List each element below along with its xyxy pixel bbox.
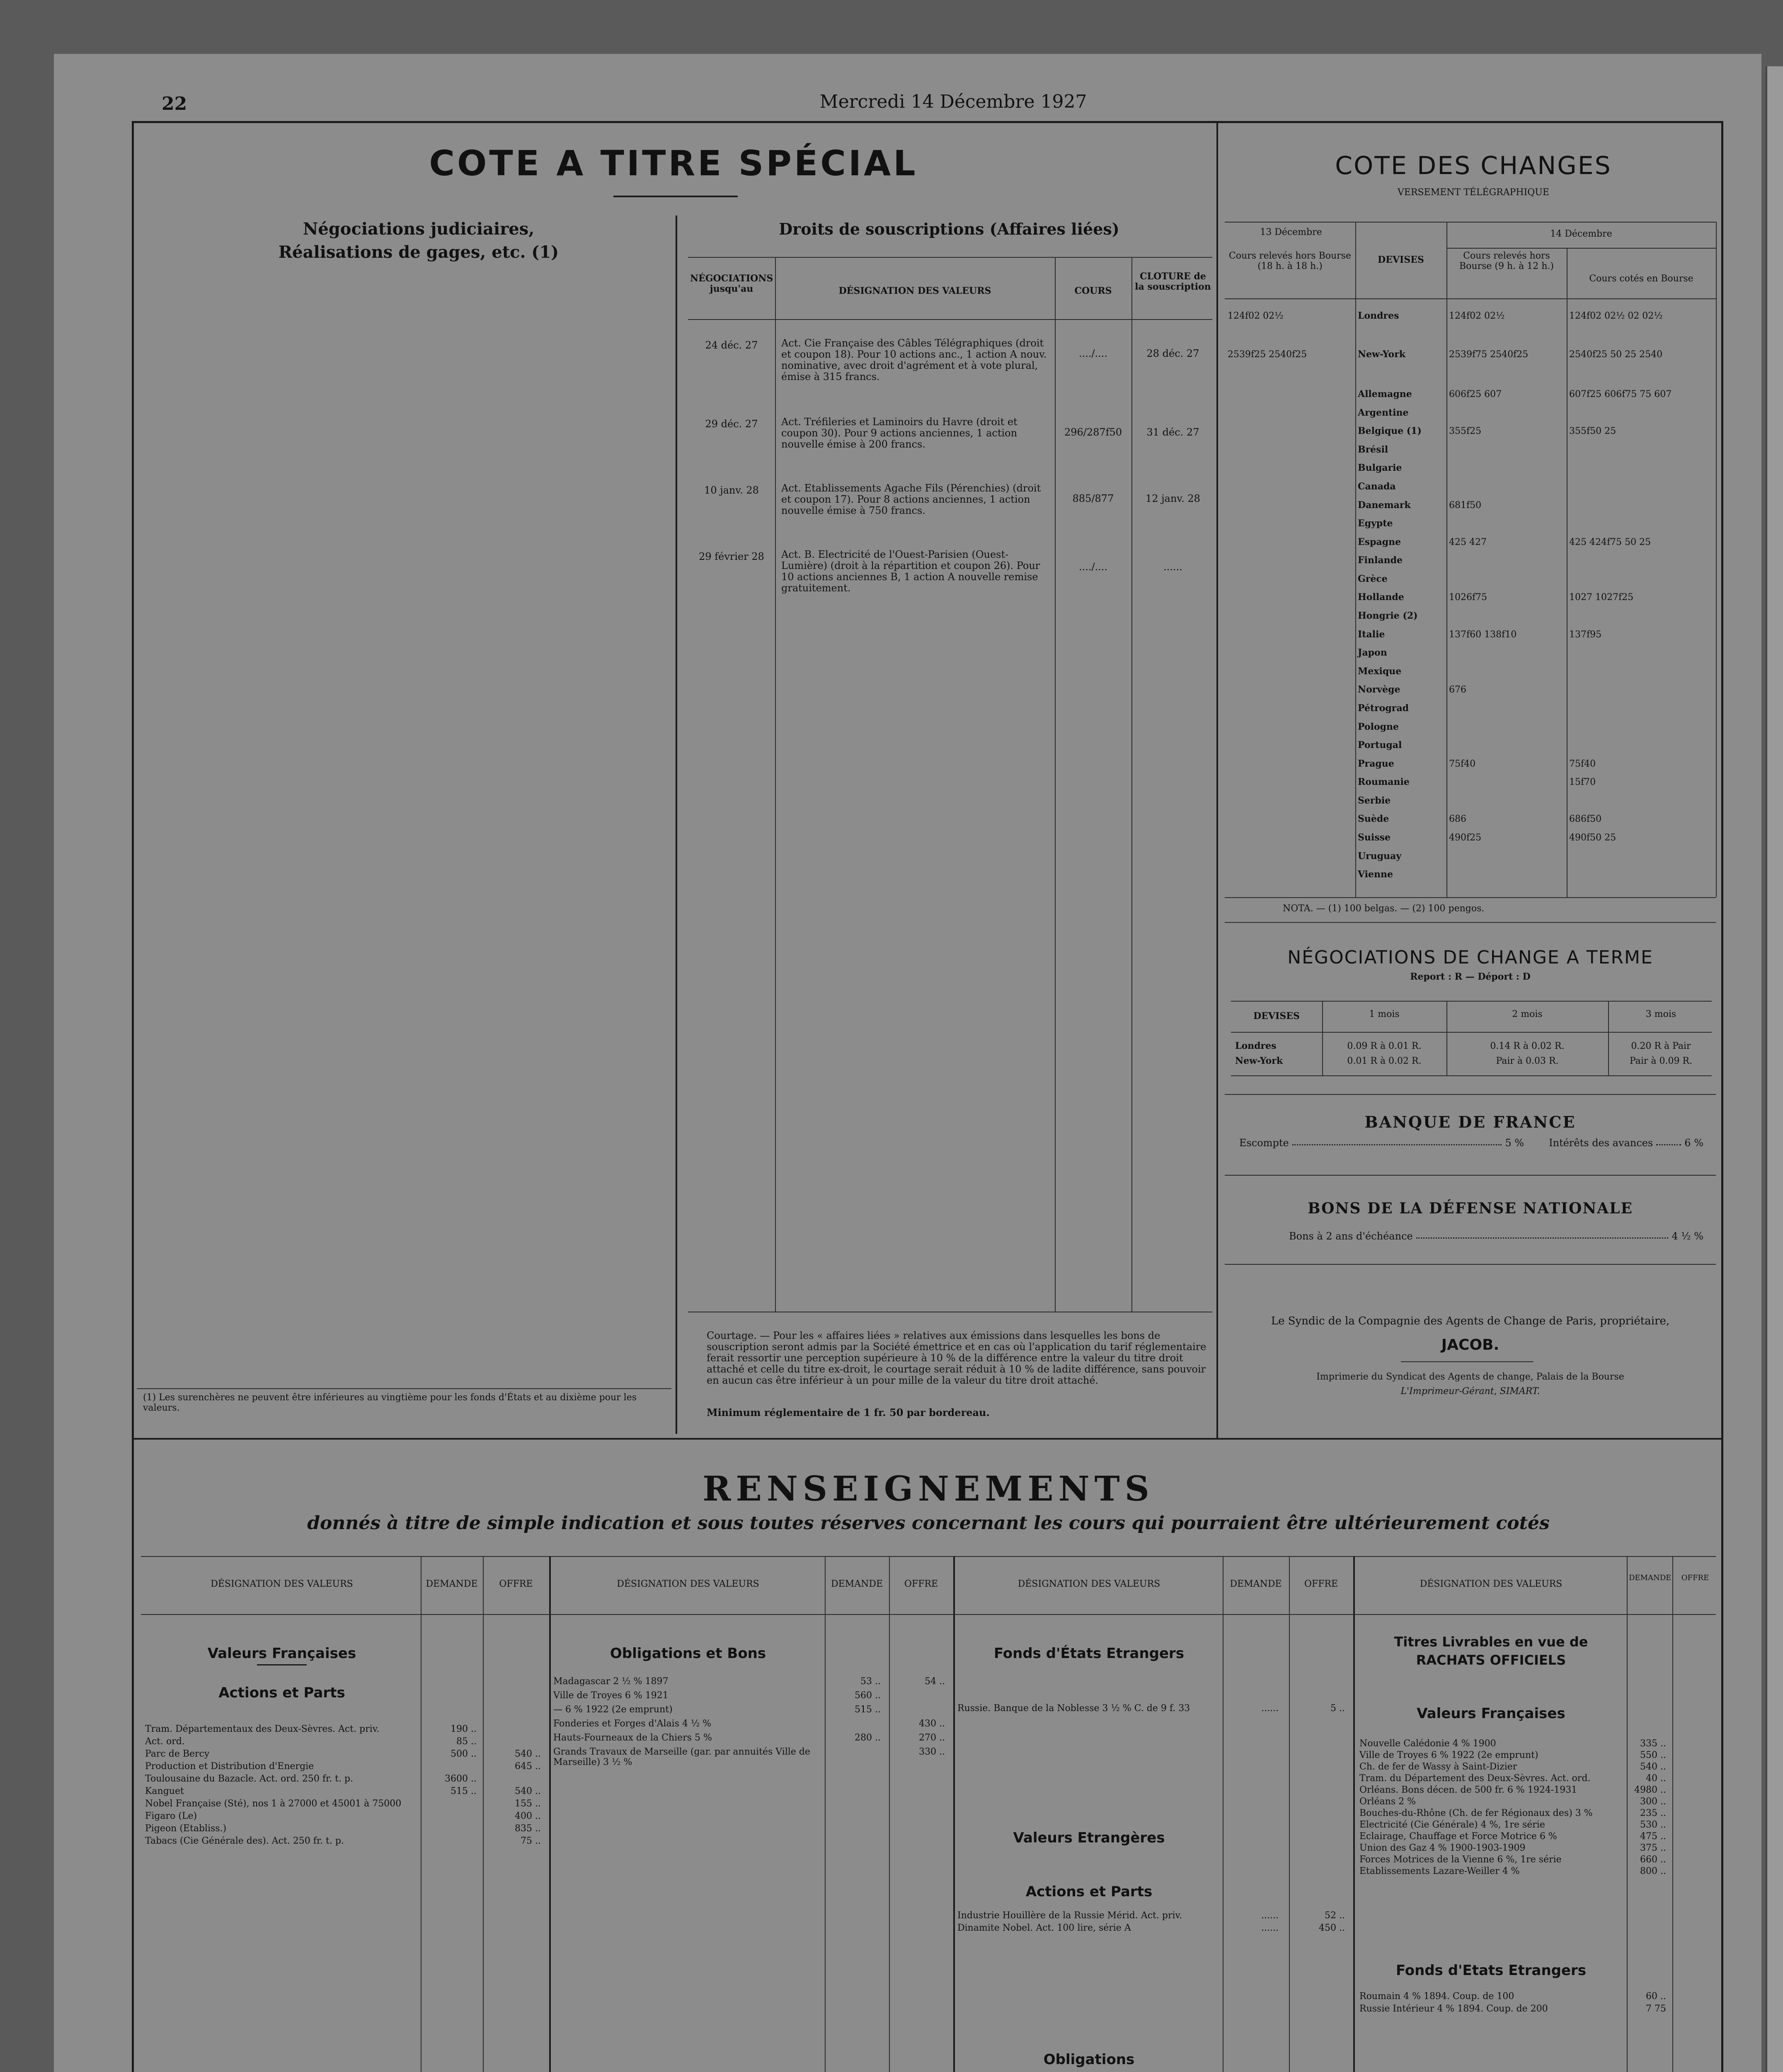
rens-col-divider-3 [1353,1556,1355,2072]
rens-row-name: Hauts-Fourneaux de la Chiers 5 % [553,1733,712,1743]
droits-row-date: 24 déc. 27 [705,339,758,351]
change-devise: Bulgarie [1358,462,1402,473]
change-devise: Grèce [1358,574,1388,584]
syndic-name: JACOB. [1441,1336,1500,1353]
change-hors: 686 [1449,814,1466,824]
change-hors: 681f50 [1449,500,1482,511]
renseignements-title: RENSEIGNEMENTS [703,1469,1154,1509]
section-divider [133,1438,1722,1440]
bons-title: BONS DE LA DÉFENSE NATIONALE [1308,1200,1633,1217]
changes-date-rule [1446,248,1716,249]
rens-row-name: Parc de Bercy [145,1749,210,1759]
changes-col-hors: Cours relevés hors Bourse (9 h. à 12 h.) [1459,251,1554,271]
rens-c4-h0-line1: Titres Livrables en vue de [1394,1634,1588,1650]
syndic-line: Le Syndic de la Compagnie des Agents de Change de Paris, propriétaire, [1271,1315,1670,1327]
droits-divider-1 [775,257,776,1312]
terme-2mois: 0.14 R à 0.02 R. [1490,1041,1565,1051]
changes-subtitle: VERSEMENT TÉLÉGRAPHIQUE [1398,187,1549,198]
next-page-edge [1766,66,1783,2072]
terme-h-1mois: 1 mois [1369,1009,1400,1019]
change-devise: Belgique (1) [1358,426,1422,436]
rens-sub-divider [889,1556,890,2072]
cote-special-title: COTE A TITRE SPÉCIAL [429,143,918,184]
rens-row-demande: 53 .. [860,1676,881,1687]
rens-h-offre: OFFRE [499,1579,533,1589]
change-bourse: 15f70 [1569,777,1596,787]
droits-row-cloture: 12 janv. 28 [1146,493,1200,504]
terme-h-devises: DEVISES [1253,1011,1300,1021]
rens-row-name: Etablissements Lazare-Weiller 4 % [1359,1866,1520,1876]
changes-div-1 [1355,222,1356,897]
rens-row-name: Nouvelle Calédonie 4 % 1900 [1359,1738,1496,1749]
rens-row-name: Eclairage, Chauffage et Force Motrice 6 % [1359,1831,1557,1842]
rens-row-name: Figaro (Le) [145,1811,197,1821]
change-hors: 490f25 [1449,833,1482,843]
rens-sub-divider [1672,1556,1673,2072]
title-rule [613,196,738,197]
rens-row-offre: 155 .. [515,1798,541,1809]
change-devise: Hongrie (2) [1358,610,1418,621]
changes-divider [1216,123,1218,1438]
droits-minimum: Minimum réglementaire de 1 fr. 50 par bordereau. [707,1406,990,1418]
terme-div-1 [1322,1001,1323,1075]
rens-row-name: Production et Distribution d'Energie [145,1761,314,1772]
rens-row-name: Dinamite Nobel. Act. 100 lire, série A [957,1923,1131,1933]
rens-h-designation: DÉSIGNATION DES VALEURS [1420,1579,1563,1589]
left-heading-line-2: Réalisations de gages, etc. (1) [278,242,559,262]
change-bourse: 607f25 606f75 75 607 [1569,389,1672,399]
change-devise: Hollande [1358,592,1404,603]
rens-row-name: Kanguet [145,1786,184,1796]
change-hors: 75f40 [1449,759,1476,769]
banque-title: BANQUE DE FRANCE [1364,1113,1576,1131]
rens-row-offre: 270 .. [919,1733,945,1743]
rens-header-bottom [141,1614,1716,1615]
changes-table-top [1225,222,1716,223]
rens-row-demande: 375 .. [1640,1843,1666,1853]
droits-table-top [688,257,1212,258]
rens-row-demande: 540 .. [1640,1762,1666,1772]
bons-value: 4 ½ % [1672,1230,1703,1242]
changes-div-2 [1446,222,1447,897]
page-number: 22 [162,93,187,114]
rens-row-name: Madagascar 2 ½ % 1897 [553,1676,669,1687]
rens-c4-h1: Valeurs Françaises [1417,1705,1565,1722]
change-devise: Argentine [1358,407,1409,418]
bons-bottom-rule [1225,1264,1716,1265]
droits-row-cloture: 31 déc. 27 [1146,426,1199,438]
rens-row-offre: 54 .. [925,1676,945,1687]
change-hors: 606f25 607 [1449,389,1502,399]
change-bourse: 686f50 [1569,814,1602,824]
droits-row-designation: Act. B. Electricité de l'Ouest-Parisien (Ouest-Lumière) (droit à la répartition et coupon 26). Pour 10 actions anciennes B, 1 action A nouvelle remise gratuitement. [781,549,1040,594]
droits-row-designation: Act. Cie Française des Câbles Télégraphiques (droit et coupon 18). Pour 10 actions anc., 1 action A nouv. nominative, avec droit d'agrément et à vote plural, émise à 315 francs. [781,337,1047,382]
footnote-rule [137,1388,671,1389]
droits-row-date: 29 déc. 27 [705,418,758,430]
rens-row-demande: 4980 .. [1634,1785,1666,1795]
rens-row-name: Orléans 2 % [1359,1796,1416,1807]
rens-h-demande: DEMANDE [831,1579,883,1589]
droits-h-designation: DÉSIGNATION DES VALEURS [838,286,991,296]
change-devise: Norvège [1358,684,1400,695]
rens-row-demande: 800 .. [1640,1866,1666,1876]
rens-row-demande: 475 .. [1640,1831,1666,1842]
change-devise: Pologne [1358,721,1399,732]
rens-h-demande: DEMANDE [1629,1573,1672,1582]
changes-col-devises: DEVISES [1378,254,1424,265]
change-devise: Espagne [1358,537,1401,547]
rens-row-name: Act. ord. [145,1736,185,1747]
terme-h-2mois: 2 mois [1512,1009,1543,1019]
rens-row-name: Electricité (Cie Générale) 4 %, 1re série [1359,1820,1545,1830]
change-devise: Londres [1358,310,1399,321]
rens-row-name: Grands Travaux de Marseille (gar. par annuités Ville de Marseille) 3 ½ % [553,1747,810,1767]
rens-sub-divider [483,1556,484,2072]
syndic-gerant: L'Imprimeur-Gérant, SIMART. [1400,1386,1540,1397]
rens-row-demande: 3600 .. [445,1774,477,1784]
bons-label: Bons à 2 ans d'échéance [1289,1230,1413,1242]
rens-row-demande: ...... [1261,1910,1279,1921]
changes-table-bottom [1225,897,1716,898]
rens-row-offre: 540 .. [515,1786,541,1796]
changes-title: COTE DES CHANGES [1335,151,1612,180]
rens-row-name: — 6 % 1922 (2e emprunt) [553,1704,673,1715]
rens-row-name: Russie. Banque de la Noblesse 3 ½ % C. de 9 f. 33 [957,1703,1190,1714]
terme-1mois: 0.01 R à 0.02 R. [1347,1056,1422,1066]
rens-row-demande: 300 .. [1640,1796,1666,1807]
banque-interets-label: Intérêts des avances [1549,1137,1653,1149]
droits-divider-3 [1131,257,1132,1312]
change-hors: 137f60 138f10 [1449,629,1517,640]
change-prev: 2539f25 2540f25 [1228,349,1307,360]
droits-row-cours: 885/877 [1072,493,1114,504]
rens-row-offre: 450 .. [1319,1923,1345,1933]
rens-row-offre: 52 .. [1325,1910,1345,1921]
change-hors: 2539f75 2540f25 [1449,349,1529,360]
change-devise: Danemark [1358,500,1411,511]
banque-top-rule [1225,1094,1716,1095]
droits-row-designation: Act. Tréfileries et Laminoirs du Havre (droit et coupon 30). Pour 9 actions anciennes, 1 action nouvelle émise à 200 francs. [781,416,1017,450]
rens-c4-h0-line2: RACHATS OFFICIELS [1416,1652,1566,1668]
rens-row-name: Nobel Française (Sté), nos 1 à 27000 et 45001 à 75000 [145,1798,402,1809]
rens-row-name: Russie Intérieur 4 % 1894. Coup. de 200 [1359,2004,1548,2014]
terme-devise: Londres [1235,1041,1277,1051]
left-footnote: (1) Les surenchères ne peuvent être inférieures au vingtième pour les fonds d'États et au dixième pour les valeurs. [143,1392,637,1413]
terme-table-top [1231,1001,1712,1002]
droits-row-cours: ..../.... [1078,561,1108,573]
banque-escompte-label: Escompte [1239,1137,1289,1149]
changes-date-prev: 13 Décembre [1260,227,1322,237]
terme-div-2 [1446,1001,1447,1075]
terme-top-rule [1225,922,1716,923]
rens-row-offre: 430 .. [919,1719,945,1729]
change-devise: Roumanie [1358,777,1410,787]
rens-row-name: Toulousaine du Bazacle. Act. ord. 250 fr. t. p. [145,1774,354,1784]
terme-devise: New-York [1235,1055,1283,1066]
rens-row-demande: 515 .. [451,1786,477,1796]
droits-row-designation: Act. Etablissements Agache Fils (Pérenchies) (droit et coupon 17). Pour 8 actions anciennes, 1 action nouvelle émise à 750 francs. [781,482,1041,516]
droits-row-cloture: ...... [1163,561,1182,573]
change-devise: Suisse [1358,832,1391,843]
change-devise: Canada [1358,481,1396,492]
change-devise: Pétrograd [1358,703,1409,714]
rens-row-name: Industrie Houillère de la Russie Mérid. Act. priv. [957,1910,1182,1921]
rens-row-name: Bouches-du-Rhône (Ch. de fer Régionaux des) 3 % [1359,1808,1593,1818]
change-hors: 355f25 [1449,426,1482,436]
rens-row-demande: 530 .. [1640,1820,1666,1830]
rens-row-demande: 60 .. [1646,1991,1666,2002]
change-prev: 124f02 02½ [1228,311,1284,321]
change-hors: 676 [1449,685,1466,695]
syndic-rule [1401,1361,1533,1362]
rens-row-demande: 335 .. [1640,1738,1666,1749]
rens-row-name: Roumain 4 % 1894. Coup. de 100 [1359,1991,1514,2002]
rens-h-designation: DÉSIGNATION DES VALEURS [211,1579,353,1589]
rens-row-name: Tabacs (Cie Générale des). Act. 250 fr. t. p. [145,1836,344,1846]
change-devise: Vienne [1358,869,1393,880]
rens-row-offre: 645 .. [515,1761,541,1772]
change-devise: Brésil [1358,444,1388,455]
change-devise: Italie [1358,629,1385,640]
rens-sub-divider [421,1556,422,2072]
change-bourse: 490f50 25 [1569,833,1616,843]
change-devise: New-York [1358,349,1406,360]
changes-nota: NOTA. — (1) 100 belgas. — (2) 100 pengos. [1283,903,1485,914]
renseignements-subtitle: donnés à titre de simple indication et sous toutes réserves concernant les cours qui pourraient être ultérieurement cotés [307,1513,1550,1534]
change-devise: Allemagne [1358,389,1412,399]
banque-row [1239,1138,1703,1149]
droits-row-cloture: 28 déc. 27 [1146,348,1199,359]
rens-c3-h2: Valeurs Etrangères [1013,1830,1165,1846]
rens-row-name: Ville de Troyes 6 % 1921 [553,1690,669,1701]
rens-c1-h2: Actions et Parts [218,1685,345,1701]
terme-title: NÉGOCIATIONS DE CHANGE A TERME [1287,947,1653,968]
terme-header-bottom [1231,1032,1712,1033]
change-bourse: 425 424f75 50 25 [1569,537,1651,547]
rens-row-name: Ville de Troyes 6 % 1922 (2e emprunt) [1359,1750,1538,1760]
rens-row-demande: 560 .. [855,1690,881,1701]
change-bourse: 2540f25 50 25 2540 [1569,349,1663,360]
rens-row-name: Forces Motrices de la Vienne 6 %, 1re série [1359,1854,1562,1865]
rens-row-demande: 515 .. [855,1704,881,1715]
banque-interets-value: 6 % [1684,1137,1703,1149]
rens-c4-h2: Fonds d'Etats Etrangers [1395,1962,1587,1979]
change-devise: Serbie [1358,795,1391,806]
droits-row-cours: 296/287f50 [1064,426,1122,438]
terme-2mois: Pair à 0.03 R. [1496,1056,1559,1066]
rens-row-demande: ...... [1261,1923,1279,1933]
page-date: Mercredi 14 Décembre 1927 [819,91,1087,112]
rens-c2-h1: Obligations et Bons [610,1645,766,1662]
change-devise: Mexique [1358,666,1402,677]
rens-h-designation: DÉSIGNATION DES VALEURS [1017,1579,1160,1589]
change-bourse: 355f50 25 [1569,426,1616,436]
changes-div-4 [1716,222,1717,897]
droits-row-date: 29 février 28 [699,551,764,562]
terme-div-3 [1608,1001,1609,1075]
rens-c4-h0 [1357,1633,1625,1669]
rens-row-offre: 5 .. [1330,1703,1345,1714]
terme-table-bottom [1231,1075,1712,1076]
terme-h-3mois: 3 mois [1645,1009,1676,1019]
rens-row-name: Pigeon (Etabliss.) [145,1823,227,1834]
rens-row-demande: 280 .. [855,1733,881,1743]
change-hors: 425 427 [1449,537,1487,547]
change-devise: Prague [1358,758,1394,769]
rens-h-demande: DEMANDE [426,1579,478,1589]
changes-date-cur: 14 Décembre [1550,229,1612,239]
terme-3mois: Pair à 0.09 R. [1629,1056,1693,1066]
rens-row-demande: 190 .. [451,1724,477,1734]
change-bourse: 137f95 [1569,629,1602,640]
rens-row-demande: ...... [1261,1703,1279,1714]
rens-row-name: Orléans. Bons décen. de 500 fr. 6 % 1924-1931 [1359,1785,1577,1795]
rens-h-offre: OFFRE [1681,1573,1709,1582]
rens-c3-h4: Obligations [1043,2051,1135,2068]
change-devise: Japon [1358,647,1387,658]
rens-row-offre: 75 .. [521,1836,541,1846]
terme-3mois: 0.20 R à Pair [1631,1041,1691,1051]
changes-col-prev: Cours relevés hors Bourse (18 h. à 18 h.) [1229,251,1351,271]
change-hors: 124f02 02½ [1449,311,1505,321]
rens-h-designation: DÉSIGNATION DES VALEURS [617,1579,759,1589]
rens-row-demande: 85 .. [456,1736,477,1747]
change-bourse: 1027 1027f25 [1569,592,1634,603]
rens-row-demande: 660 .. [1640,1854,1666,1865]
bons-top-rule [1225,1175,1716,1176]
rens-h-offre: OFFRE [1304,1579,1338,1589]
change-devise: Finlande [1358,555,1403,566]
droits-h-date: NÉGOCIATIONS jusqu'au [690,273,773,294]
rens-table-top [141,1556,1716,1557]
droits-row-date: 10 janv. 28 [704,484,759,496]
rens-row-offre: 835 .. [515,1823,541,1834]
change-devise: Uruguay [1358,851,1402,862]
rens-row-demande: 550 .. [1640,1750,1666,1760]
bons-row [1289,1231,1703,1242]
rens-row-demande: 500 .. [451,1749,477,1759]
rens-sub-divider [825,1556,826,2072]
rens-row-name: Tram. du Département des Deux-Sèvres. Act. ord. [1359,1773,1591,1784]
droits-row-cours: ..../.... [1078,348,1108,359]
rens-col-divider-2 [953,1556,955,2072]
droits-title: Droits de souscriptions (Affaires liées) [779,220,1119,238]
left-heading-line-1: Négociations judiciaires, [303,219,535,239]
left-heading [174,218,663,264]
rens-col-divider-1 [549,1556,551,2072]
change-bourse: 124f02 02½ 02 02½ [1569,311,1663,321]
banque-escompte-value: 5 % [1505,1137,1524,1149]
droits-header-bottom [688,319,1212,320]
rens-row-name: Fonderies et Forges d'Alais 4 ½ % [553,1719,712,1729]
rens-row-name: Ch. de fer de Wassy à Saint-Dizier [1359,1762,1517,1772]
changes-col-bourse: Cours cotés en Bourse [1589,274,1693,284]
change-devise: Portugal [1358,740,1402,750]
terme-subtitle: Report : R — Déport : D [1410,971,1531,982]
rens-row-offre: 330 .. [919,1747,945,1757]
change-bourse: 75f40 [1569,759,1596,769]
rens-h-demande: DEMANDE [1230,1579,1282,1589]
droits-courtage: Courtage. — Pour les « affaires liées » relatives aux émissions dans lesquelles les bons de souscription seront admis par la Société émettrice et en cas où l'application du tarif réglementaire ferait ressortir une perception supérieure à 10 % de la différence entre la valeur du titre droit attaché et celle du titre ex-droit, le courtage serait réduit à 10 % de ladite différence, sans pouvoir en aucun cas être inférieur à un pour mille de la valeur du titre droit attaché. [707,1330,1206,1386]
droits-divider-2 [1055,257,1056,1312]
left-column-divider [676,215,677,1434]
change-hors: 1026f75 [1449,592,1487,603]
droits-h-cloture: CLOTURE de la souscription [1135,271,1211,292]
changes-header-bottom [1225,298,1716,299]
rens-row-offre: 400 .. [515,1811,541,1821]
droits-h-cours: COURS [1074,286,1112,296]
rens-c3-h3: Actions et Parts [1025,1883,1153,1900]
rens-row-offre: 540 .. [515,1749,541,1759]
rens-row-demande: 235 .. [1640,1808,1666,1818]
change-devise: Suède [1358,813,1389,824]
change-devise: Egypte [1358,518,1393,529]
rens-row-demande: 40 .. [1646,1773,1666,1784]
syndic-imprimerie: Imprimerie du Syndicat des Agents de change, Palais de la Bourse [1316,1372,1624,1382]
rens-row-name: Tram. Départementaux des Deux-Sèvres. Act. priv. [145,1724,380,1734]
rens-h-offre: OFFRE [904,1579,938,1589]
rens-row-name: Union des Gaz 4 % 1900-1903-1909 [1359,1843,1526,1853]
rens-c1-h1: Valeurs Françaises [145,1645,419,1668]
rens-sub-divider [1289,1556,1290,2072]
rens-row-demande: 7 75 [1646,2004,1666,2014]
terme-1mois: 0.09 R à 0.01 R. [1347,1041,1422,1051]
rens-c3-h1: Fonds d'États Etrangers [993,1645,1185,1662]
